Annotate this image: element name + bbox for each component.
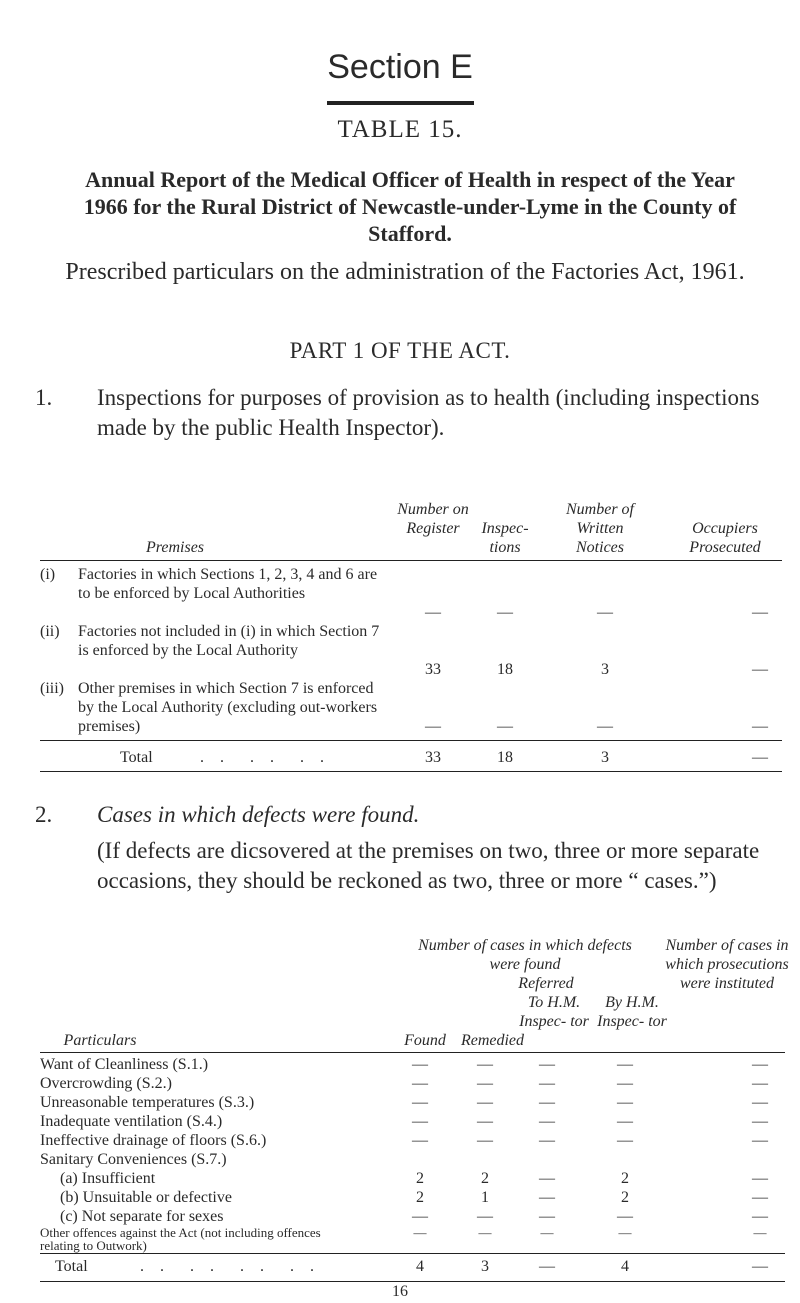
t2-to-cell: —	[539, 1170, 555, 1187]
t2-to-cell: —	[539, 1189, 555, 1206]
t2-header-remedied: Remedied	[460, 1032, 525, 1049]
t1-header-inspections: Inspec- tions	[481, 520, 529, 556]
t2-remedied-cell: 2	[481, 1170, 489, 1187]
t2-pros-cell: —	[752, 1113, 768, 1130]
t2-by-cell: —	[617, 1075, 633, 1092]
report-heading: Annual Report of the Medical Officer of Health in respect of the Year 1966 for the Rural District of Newcastle-under-Lyme in the County of Stafford.	[83, 167, 737, 246]
t2-pros-cell: —	[752, 1170, 768, 1187]
t2-total-label: Total	[55, 1258, 88, 1275]
t1-header-prosecuted: Occupiers Prosecuted	[689, 520, 761, 556]
t2-to-cell: —	[539, 1132, 555, 1149]
t2-row-label: (c) Not separate for sexes	[60, 1208, 224, 1225]
t2-by-cell: —	[617, 1208, 633, 1225]
t2-header-particulars: Particulars	[63, 1032, 137, 1049]
t2-header-prosecutions: Number of cases in which prosecutions were instituted	[665, 937, 789, 992]
t2-by-cell: —	[618, 1225, 632, 1240]
t2-by-cell: —	[617, 1056, 633, 1073]
t2-mid-rule	[40, 1253, 785, 1254]
t2-pros-cell: —	[752, 1094, 768, 1111]
t1-notices-cell: —	[597, 718, 613, 735]
t2-to-cell: —	[539, 1208, 555, 1225]
t1-header-notices: Number of Written Notices	[566, 501, 634, 556]
t1-row-number: (iii)	[40, 680, 64, 697]
t2-top-rule	[40, 1052, 785, 1053]
t1-mid-rule	[40, 740, 782, 741]
t2-by-cell: 2	[621, 1170, 629, 1187]
t1-row-number: (ii)	[40, 623, 60, 640]
t2-row-label: Want of Cleanliness (S.1.)	[40, 1056, 209, 1073]
t1-top-rule	[40, 560, 782, 561]
t1-notices-cell: —	[597, 604, 613, 621]
t2-row-label: Unreasonable temperatures (S.3.)	[40, 1094, 255, 1111]
t2-remedied-cell: —	[477, 1094, 493, 1111]
t2-remedied-cell: —	[477, 1056, 493, 1073]
t1-row-number: (i)	[40, 566, 56, 583]
t2-found-cell: —	[412, 1208, 428, 1225]
t2-remedied-cell: —	[478, 1225, 492, 1240]
t2-found-cell: —	[413, 1225, 427, 1240]
t1-prosecuted-cell: —	[752, 661, 768, 678]
t1-header-register: Number on Register	[397, 501, 469, 537]
t1-total-label: Total	[120, 749, 153, 766]
item1-number: 1.	[35, 385, 53, 410]
t2-found-cell: —	[412, 1056, 428, 1073]
t1-row-label: Other premises in which Section 7 is enforced by the Local Authority (excluding out-workers premises)	[78, 680, 378, 735]
t2-total-leader: . . . . . . . .	[140, 1258, 320, 1275]
t2-to-cell: —	[539, 1056, 555, 1073]
t2-found-cell: —	[412, 1113, 428, 1130]
t1-inspections-cell: 18	[497, 661, 513, 678]
t1-total-prosecuted: —	[752, 749, 768, 766]
t2-row-label: Sanitary Conveniences (S.7.)	[40, 1151, 227, 1168]
t2-total-by: 4	[621, 1258, 629, 1275]
t2-found-cell: 2	[416, 1189, 424, 1206]
t1-register-cell: —	[425, 604, 441, 621]
t1-row-label: Factories not included in (i) in which Section 7 is enforced by the Local Authority	[78, 623, 380, 659]
part-heading: PART 1 OF THE ACT.	[289, 338, 511, 363]
t1-bottom-rule	[40, 771, 782, 772]
t1-header-premises: Premises	[145, 539, 205, 556]
t1-prosecuted-cell: —	[752, 604, 768, 621]
t2-pros-cell: —	[752, 1132, 768, 1149]
t2-remedied-cell: —	[477, 1075, 493, 1092]
t2-by-cell: 2	[621, 1189, 629, 1206]
t2-found-cell: —	[412, 1075, 428, 1092]
t2-total-to: —	[539, 1258, 555, 1275]
t2-row-label: Overcrowding (S.2.)	[40, 1075, 172, 1092]
t2-pros-cell: —	[752, 1075, 768, 1092]
t2-by-cell: —	[617, 1132, 633, 1149]
t2-bottom-rule	[40, 1281, 785, 1282]
t2-header-found: Found	[404, 1032, 446, 1049]
t1-register-cell: 33	[425, 661, 441, 678]
t2-to-cell: —	[539, 1094, 555, 1111]
t2-found-cell: —	[412, 1094, 428, 1111]
t2-by-cell: —	[617, 1094, 633, 1111]
t2-total-remedied: 3	[481, 1258, 489, 1275]
t2-pros-cell: —	[752, 1208, 768, 1225]
t2-row-label: Other offences against the Act (not including offences relating to Outwork)	[40, 1225, 321, 1253]
t2-pros-cell: —	[752, 1189, 768, 1206]
t1-notices-cell: 3	[601, 661, 609, 678]
t2-total-pros: —	[752, 1258, 768, 1275]
item2-note: (If defects are dicsovered at the premises on two, three or more separate occasions, they should be reckoned as two, three or more “ cases.”)	[97, 838, 760, 893]
t2-found-cell: 2	[416, 1170, 424, 1187]
t1-total-notices: 3	[601, 749, 609, 766]
item2-number: 2.	[35, 802, 53, 827]
t2-header-referred: Referred	[518, 975, 574, 992]
page-number: 16	[392, 1283, 408, 1300]
t2-header-to-hm: To H.M. Inspec- tor	[519, 994, 589, 1030]
t2-by-cell: —	[617, 1113, 633, 1130]
t2-remedied-cell: —	[477, 1113, 493, 1130]
t2-pros-cell: —	[752, 1056, 768, 1073]
t1-row-label: Factories in which Sections 1, 2, 3, 4 and 6 are to be enforced by Local Authorities	[78, 566, 378, 602]
t1-total-inspections: 18	[497, 749, 513, 766]
t1-inspections-cell: —	[497, 718, 513, 735]
title-underline	[327, 101, 474, 105]
t2-to-cell: —	[540, 1225, 554, 1240]
t2-to-cell: —	[539, 1075, 555, 1092]
t2-remedied-cell: 1	[481, 1189, 489, 1206]
t2-remedied-cell: —	[477, 1208, 493, 1225]
t2-row-label: (b) Unsuitable or defective	[60, 1189, 232, 1206]
item1-text: Inspections for purposes of provision as to health (including inspections made by the public Health Inspector).	[97, 385, 760, 440]
t2-to-cell: —	[539, 1113, 555, 1130]
item2-title: Cases in which defects were found.	[97, 802, 420, 827]
t1-inspections-cell: —	[497, 604, 513, 621]
prescribed-particulars: Prescribed particulars on the administration of the Factories Act, 1961.	[65, 259, 745, 285]
t2-pros-cell: —	[753, 1225, 767, 1240]
section-title: Section E	[327, 48, 473, 86]
t2-header-group: Number of cases in which defects were found	[418, 937, 632, 973]
t2-total-found: 4	[416, 1258, 424, 1275]
t2-row-label: Ineffective drainage of floors (S.6.)	[40, 1132, 267, 1149]
table-label: TABLE 15.	[337, 116, 463, 143]
t1-total-register: 33	[425, 749, 441, 766]
t1-register-cell: —	[425, 718, 441, 735]
t1-total-leader: . . . . . .	[200, 749, 330, 766]
t2-header-by-hm: By H.M. Inspec- tor	[597, 994, 667, 1030]
item1-paragraph	[35, 383, 775, 443]
t2-found-cell: —	[412, 1132, 428, 1149]
t2-remedied-cell: —	[477, 1132, 493, 1149]
t2-row-label: (a) Insufficient	[60, 1170, 156, 1187]
t1-prosecuted-cell: —	[752, 718, 768, 735]
t2-row-label: Inadequate ventilation (S.4.)	[40, 1113, 223, 1130]
